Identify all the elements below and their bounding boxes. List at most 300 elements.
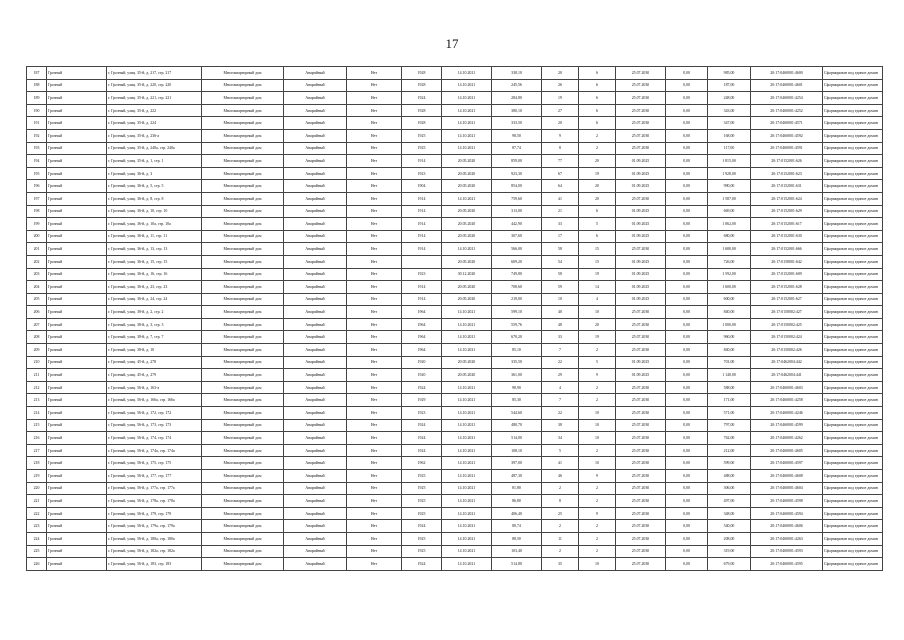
recognition-date-cell: 14.10.2021 (442, 470, 492, 483)
city-cell: Грозный (47, 507, 107, 520)
building-type-cell: Многоквартирный дом (202, 356, 284, 369)
building-type-cell: Многоквартирный дом (202, 444, 284, 457)
relocation-date-cell: 01.09.2025 (616, 180, 666, 193)
recognition-date-cell: 14.10.2021 (442, 545, 492, 558)
recognition-date-cell: 14.10.2021 (442, 104, 492, 117)
address-cell: г. Грозный, улиц. 35-й, д. 221, стр. 221 (107, 92, 202, 105)
condition-cell: Аварийный (284, 142, 347, 155)
land-area-cell: 319,00 (708, 545, 751, 558)
flag-cell: Нет (347, 129, 402, 142)
building-type-cell: Многоквартирный дом (202, 306, 284, 319)
row-number-cell: 195 (27, 167, 47, 180)
amount-cell: 0,00 (666, 369, 708, 382)
city-cell: Грозный (47, 495, 107, 508)
condition-cell: Аварийный (284, 243, 347, 256)
land-area-cell: 985,00 (708, 67, 751, 80)
area-cell: 333,50 (492, 117, 542, 130)
condition-cell: Аварийный (284, 218, 347, 231)
recognition-date-cell: 20.05.2020 (442, 230, 492, 243)
residents-cell: 4 (542, 381, 579, 394)
land-area-cell: 599,00 (708, 457, 751, 470)
cadastral-number-cell: 20:17:0152001:631 (751, 180, 823, 193)
note-cell: Сформирован под единое домин (823, 369, 883, 382)
cadastral-number-cell: 20:17:0460001:4603 (751, 381, 823, 394)
city-cell: Грозный (47, 192, 107, 205)
residents-cell: 2 (542, 482, 579, 495)
table-row (27, 344, 883, 357)
flag-cell: Нет (347, 520, 402, 533)
condition-cell: Аварийный (284, 495, 347, 508)
recognition-date-cell: 14.10.2021 (442, 407, 492, 420)
address-cell: г. Грозный, улиц. 36-й, д. 16, стр. 16 (107, 268, 202, 281)
relocation-date-cell: 25.07.2030 (616, 558, 666, 571)
area-cell: 599,10 (492, 306, 542, 319)
note-cell: Сформирован под единое домин (823, 495, 883, 508)
amount-cell: 0,00 (666, 318, 708, 331)
address-cell: г. Грозный, улиц. 35-й, д. 236-а (107, 129, 202, 142)
relocation-date-cell: 25.07.2030 (616, 520, 666, 533)
address-cell: г. Грозный, улиц. 56-й, д. 182а, стр. 182а (107, 545, 202, 558)
relocation-date-cell: 01.09.2025 (616, 293, 666, 306)
area-cell: 406,40 (492, 507, 542, 520)
address-cell: г. Грозный, улиц. 36-й, д. 5, стр. 5 (107, 180, 202, 193)
area-cell: 480,70 (492, 419, 542, 432)
relocation-date-cell: 01.09.2025 (616, 167, 666, 180)
year-cell: 1924 (402, 432, 442, 445)
year-cell: 1914 (402, 155, 442, 168)
table-row (27, 558, 883, 571)
year-cell: 1925 (402, 507, 442, 520)
recognition-date-cell: 14.10.2021 (442, 444, 492, 457)
city-cell: Грозный (47, 79, 107, 92)
housing-register-table (26, 66, 883, 571)
cadastral-number-cell: 20:17:0460001:4254 (751, 92, 823, 105)
relocation-date-cell: 25.07.2030 (616, 92, 666, 105)
cadastral-number-cell: 20:17:0152001:628 (751, 281, 823, 294)
address-cell: г. Грозный, улиц. 56-й, д. 179, стр. 179 (107, 507, 202, 520)
condition-cell: Аварийный (284, 318, 347, 331)
year-cell: 1929 (402, 394, 442, 407)
row-number-cell: 200 (27, 230, 47, 243)
note-cell: Сформирован под единое домин (823, 407, 883, 420)
table-row (27, 318, 883, 331)
apartments-cell: 10 (579, 407, 616, 420)
apartments-cell: 2 (579, 545, 616, 558)
building-type-cell: Многоквартирный дом (202, 419, 284, 432)
cadastral-number-cell: 20:17:0460001:4608 (751, 470, 823, 483)
recognition-date-cell: 20.05.2020 (442, 180, 492, 193)
city-cell: Грозный (47, 381, 107, 394)
table-row (27, 457, 883, 470)
land-area-cell: 117,00 (708, 142, 751, 155)
area-cell: 759,60 (492, 192, 542, 205)
amount-cell: 0,00 (666, 532, 708, 545)
area-cell: 219,00 (492, 293, 542, 306)
table-row (27, 129, 883, 142)
city-cell: Грозный (47, 432, 107, 445)
land-area-cell: 347,00 (708, 117, 751, 130)
year-cell: 1925 (402, 470, 442, 483)
area-cell: 380,10 (492, 104, 542, 117)
building-type-cell: Многоквартирный дом (202, 470, 284, 483)
flag-cell: Нет (347, 545, 402, 558)
residents-cell: 29 (542, 369, 579, 382)
relocation-date-cell: 01.09.2025 (616, 356, 666, 369)
cadastral-number-cell: 20:17:0158001:642 (751, 255, 823, 268)
city-cell: Грозный (47, 532, 107, 545)
relocation-date-cell: 01.09.2025 (616, 369, 666, 382)
area-cell: 544,60 (492, 407, 542, 420)
area-cell: 88,50 (492, 532, 542, 545)
relocation-date-cell: 25.07.2030 (616, 507, 666, 520)
amount-cell: 0,00 (666, 180, 708, 193)
building-type-cell: Многоквартирный дом (202, 457, 284, 470)
building-type-cell: Многоквартирный дом (202, 407, 284, 420)
area-cell: 487,30 (492, 470, 542, 483)
apartments-cell: 9 (579, 369, 616, 382)
address-cell: г. Грозный, улиц. 35-й, д. 240а, стр. 240а (107, 142, 202, 155)
city-cell: Грозный (47, 268, 107, 281)
address-cell: г. Грозный, улиц. 56-й, д. 179а, стр. 179а (107, 520, 202, 533)
condition-cell: Аварийный (284, 457, 347, 470)
row-number-cell: 192 (27, 129, 47, 142)
amount-cell: 0,00 (666, 167, 708, 180)
address-cell: г. Грозный, улиц. 36-й, д. 23, стр. 23 (107, 281, 202, 294)
relocation-date-cell: 25.07.2030 (616, 79, 666, 92)
address-cell: г. Грозный, улиц. 56-й, д. 172, стр. 172 (107, 407, 202, 420)
table-row (27, 104, 883, 117)
relocation-date-cell: 25.07.2030 (616, 142, 666, 155)
apartments-cell: 10 (579, 419, 616, 432)
building-type-cell: Многоквартирный дом (202, 243, 284, 256)
row-number-cell: 189 (27, 92, 47, 105)
city-cell: Грозный (47, 356, 107, 369)
area-cell: 87,74 (492, 142, 542, 155)
row-number-cell: 217 (27, 444, 47, 457)
row-number-cell: 193 (27, 142, 47, 155)
land-area-cell: 571,00 (708, 407, 751, 420)
relocation-date-cell: 25.07.2030 (616, 104, 666, 117)
year-cell: 1925 (402, 129, 442, 142)
residents-cell: 35 (542, 558, 579, 571)
flag-cell: Нет (347, 293, 402, 306)
year-cell: 1964 (402, 331, 442, 344)
area-cell: 609,20 (492, 255, 542, 268)
residents-cell: 33 (542, 331, 579, 344)
land-area-cell: 588,00 (708, 381, 751, 394)
residents-cell: 7 (542, 344, 579, 357)
residents-cell: 19 (542, 92, 579, 105)
apartments-cell: 19 (579, 167, 616, 180)
recognition-date-cell: 14.10.2021 (442, 243, 492, 256)
city-cell: Грозный (47, 281, 107, 294)
residents-cell: 26 (542, 79, 579, 92)
recognition-date-cell: 14.10.2021 (442, 318, 492, 331)
residents-cell: 41 (542, 192, 579, 205)
cadastral-number-cell: 20:17:0152001:626 (751, 155, 823, 168)
cadastral-number-cell: 20:17:0460001:4604 (751, 482, 823, 495)
amount-cell: 0,00 (666, 545, 708, 558)
building-type-cell: Многоквартирный дом (202, 67, 284, 80)
apartments-cell: 14 (579, 281, 616, 294)
condition-cell: Аварийный (284, 306, 347, 319)
flag-cell: Нет (347, 281, 402, 294)
land-area-cell: 497,00 (708, 495, 751, 508)
building-type-cell: Многоквартирный дом (202, 142, 284, 155)
relocation-date-cell: 25.07.2030 (616, 470, 666, 483)
apartments-cell: 2 (579, 394, 616, 407)
apartments-cell: 20 (579, 155, 616, 168)
building-type-cell: Многоквартирный дом (202, 495, 284, 508)
recognition-date-cell: 14.10.2021 (442, 482, 492, 495)
table-row (27, 281, 883, 294)
relocation-date-cell: 25.07.2030 (616, 344, 666, 357)
land-area-cell: 348,00 (708, 507, 751, 520)
condition-cell: Аварийный (284, 129, 347, 142)
building-type-cell: Многоквартирный дом (202, 482, 284, 495)
table-row (27, 142, 883, 155)
apartments-cell: 10 (579, 306, 616, 319)
land-area-cell: 187,00 (708, 79, 751, 92)
amount-cell: 0,00 (666, 407, 708, 420)
residents-cell: 2 (542, 520, 579, 533)
apartments-cell: 6 (579, 104, 616, 117)
address-cell: г. Грозный, улиц. 36-й, д. 10, стр. 10 (107, 205, 202, 218)
residents-cell: 8 (542, 495, 579, 508)
year-cell: 1964 (402, 318, 442, 331)
note-cell: Сформирован под единое домин (823, 444, 883, 457)
year-cell: 1914 (402, 205, 442, 218)
relocation-date-cell: 25.07.2030 (616, 318, 666, 331)
recognition-date-cell: 14.10.2021 (442, 520, 492, 533)
area-cell: 708,60 (492, 281, 542, 294)
amount-cell: 0,00 (666, 457, 708, 470)
apartments-cell: 6 (579, 67, 616, 80)
condition-cell: Аварийный (284, 192, 347, 205)
table-row (27, 192, 883, 205)
amount-cell: 0,00 (666, 520, 708, 533)
address-cell: г. Грозный, улиц. 35-й, д. 1, стр. 1 (107, 155, 202, 168)
address-cell: г. Грозный, улиц. 38-й, д. 10 (107, 344, 202, 357)
building-type-cell: Многоквартирный дом (202, 318, 284, 331)
city-cell: Грозный (47, 104, 107, 117)
note-cell: Сформирован под единое домин (823, 507, 883, 520)
table-row (27, 117, 883, 130)
building-type-cell: Многоквартирный дом (202, 92, 284, 105)
recognition-date-cell: 20.05.2020 (442, 369, 492, 382)
apartments-cell: 10 (579, 558, 616, 571)
row-number-cell: 222 (27, 507, 47, 520)
building-type-cell: Многоквартирный дом (202, 344, 284, 357)
table-row (27, 167, 883, 180)
recognition-date-cell: 14.10.2021 (442, 192, 492, 205)
recognition-date-cell: 20.05.2020 (442, 155, 492, 168)
area-cell: 514,00 (492, 432, 542, 445)
row-number-cell: 203 (27, 268, 47, 281)
condition-cell: Аварийный (284, 104, 347, 117)
flag-cell: Нет (347, 243, 402, 256)
address-cell: г. Грозный, улиц. 56-й, д. 183, стр. 183 (107, 558, 202, 571)
land-area-cell: 726,00 (708, 255, 751, 268)
row-number-cell: 207 (27, 318, 47, 331)
recognition-date-cell: 14.10.2021 (442, 306, 492, 319)
flag-cell: Нет (347, 356, 402, 369)
city-cell: Грозный (47, 318, 107, 331)
apartments-cell: 2 (579, 129, 616, 142)
relocation-date-cell: 25.07.2030 (616, 129, 666, 142)
residents-cell: 77 (542, 155, 579, 168)
address-cell: г. Грозный, улиц. 56-й, д. 175, стр. 175 (107, 457, 202, 470)
area-cell: 361,00 (492, 369, 542, 382)
land-area-cell: 679,00 (708, 558, 751, 571)
land-area-cell: 1 592,00 (708, 268, 751, 281)
year-cell: 1924 (402, 419, 442, 432)
year-cell: 1924 (402, 92, 442, 105)
apartments-cell: 15 (579, 243, 616, 256)
condition-cell: Аварийный (284, 444, 347, 457)
relocation-date-cell: 25.07.2030 (616, 243, 666, 256)
note-cell: Сформирован под единое домин (823, 432, 883, 445)
land-area-cell: 1 680,00 (708, 243, 751, 256)
residents-cell: 41 (542, 457, 579, 470)
cadastral-number-cell: 20:17:0460001:4598 (751, 495, 823, 508)
row-number-cell: 202 (27, 255, 47, 268)
year-cell: 1914 (402, 293, 442, 306)
recognition-date-cell: 14.10.2021 (442, 457, 492, 470)
building-type-cell: Многоквартирный дом (202, 281, 284, 294)
address-cell: г. Грозный, улиц. 35-й, д. 217, стр. 217 (107, 67, 202, 80)
recognition-date-cell: 20.05.2020 (442, 255, 492, 268)
row-number-cell: 211 (27, 369, 47, 382)
building-type-cell: Многоквартирный дом (202, 331, 284, 344)
area-cell: 81,80 (492, 482, 542, 495)
note-cell: Сформирован под единое домин (823, 520, 883, 533)
condition-cell: Аварийный (284, 205, 347, 218)
note-cell: Сформирован под единое домин (823, 331, 883, 344)
building-type-cell: Многоквартирный дом (202, 129, 284, 142)
table-row (27, 230, 883, 243)
building-type-cell: Многоквартирный дом (202, 230, 284, 243)
amount-cell: 0,00 (666, 117, 708, 130)
residents-cell: 38 (542, 419, 579, 432)
recognition-date-cell: 20.05.2020 (442, 218, 492, 231)
recognition-date-cell: 20.05.2020 (442, 205, 492, 218)
table-row (27, 331, 883, 344)
address-cell: г. Грозный, улиц. 36-й, д. 24, стр. 24 (107, 293, 202, 306)
address-cell: г. Грозный, улиц. 38-й, д. 7, стр. 7 (107, 331, 202, 344)
relocation-date-cell: 01.09.2025 (616, 281, 666, 294)
amount-cell: 0,00 (666, 344, 708, 357)
condition-cell: Аварийный (284, 281, 347, 294)
note-cell: Сформирован под единое домин (823, 243, 883, 256)
note-cell: Сформирован под единое домин (823, 344, 883, 357)
recognition-date-cell: 14.10.2021 (442, 117, 492, 130)
recognition-date-cell: 14.10.2021 (442, 495, 492, 508)
note-cell: Сформирован под единое домин (823, 558, 883, 571)
address-cell: г. Грозный, улиц. 36-й, д. 3 (107, 167, 202, 180)
amount-cell: 0,00 (666, 306, 708, 319)
residents-cell: 9 (542, 129, 579, 142)
city-cell: Грозный (47, 482, 107, 495)
building-type-cell: Многоквартирный дом (202, 381, 284, 394)
city-cell: Грозный (47, 306, 107, 319)
area-cell: 338,10 (492, 67, 542, 80)
area-cell: 245,56 (492, 79, 542, 92)
city-cell: Грозный (47, 545, 107, 558)
table-row (27, 470, 883, 483)
city-cell: Грозный (47, 67, 107, 80)
apartments-cell: 6 (579, 117, 616, 130)
amount-cell: 0,00 (666, 444, 708, 457)
address-cell: г. Грозный, улиц. 45-й, д. 278 (107, 356, 202, 369)
cadastral-number-cell: 20:17:0152001:609 (751, 268, 823, 281)
residents-cell: 54 (542, 255, 579, 268)
amount-cell: 0,00 (666, 67, 708, 80)
year-cell: 1925 (402, 532, 442, 545)
note-cell: Сформирован под единое домин (823, 293, 883, 306)
amount-cell: 0,00 (666, 470, 708, 483)
address-cell: г. Грозный, улиц. 35-й, д. 222 (107, 104, 202, 117)
amount-cell: 0,00 (666, 92, 708, 105)
residents-cell: 59 (542, 281, 579, 294)
relocation-date-cell: 25.07.2030 (616, 482, 666, 495)
note-cell: Сформирован под единое домин (823, 67, 883, 80)
address-cell: г. Грозный, улиц. 56-й, д. 178а, стр. 178а (107, 495, 202, 508)
flag-cell: Нет (347, 104, 402, 117)
area-cell: 80,74 (492, 520, 542, 533)
amount-cell: 0,00 (666, 381, 708, 394)
cadastral-number-cell: 20:17:0152001:627 (751, 293, 823, 306)
flag-cell: Нет (347, 432, 402, 445)
cadastral-number-cell: 20:17:0462004:441 (751, 369, 823, 382)
land-area-cell: 208,00 (708, 532, 751, 545)
flag-cell: Нет (347, 482, 402, 495)
table-row (27, 482, 883, 495)
year-cell: 1914 (402, 218, 442, 231)
building-type-cell: Многоквартирный дом (202, 79, 284, 92)
apartments-cell: 19 (579, 268, 616, 281)
condition-cell: Аварийный (284, 167, 347, 180)
area-cell: 98,50 (492, 129, 542, 142)
year-cell: 1925 (402, 495, 442, 508)
residents-cell: 58 (542, 243, 579, 256)
area-cell: 670,20 (492, 331, 542, 344)
relocation-date-cell: 25.07.2030 (616, 381, 666, 394)
year-cell: 1925 (402, 142, 442, 155)
cadastral-number-cell: 20:17:0460001:4599 (751, 419, 823, 432)
flag-cell: Нет (347, 507, 402, 520)
building-type-cell: Многоквартирный дом (202, 167, 284, 180)
note-cell: Сформирован под единое домин (823, 268, 883, 281)
amount-cell: 0,00 (666, 192, 708, 205)
table-row (27, 268, 883, 281)
flag-cell: Нет (347, 495, 402, 508)
row-number-cell: 197 (27, 192, 47, 205)
apartments-cell: 2 (579, 532, 616, 545)
relocation-date-cell: 25.07.2030 (616, 117, 666, 130)
residents-cell: 34 (542, 432, 579, 445)
address-cell: г. Грозный, улиц. 56-й, д. 180а, стр. 180а (107, 532, 202, 545)
row-number-cell: 199 (27, 218, 47, 231)
address-cell: г. Грозный, улиц. 56-й, д. 166а, стр. 166а (107, 394, 202, 407)
cadastral-number-cell: 20:17:0460001:4591 (751, 142, 823, 155)
row-number-cell: 224 (27, 532, 47, 545)
row-number-cell: 214 (27, 407, 47, 420)
residents-cell: 17 (542, 230, 579, 243)
condition-cell: Аварийный (284, 394, 347, 407)
row-number-cell: 190 (27, 104, 47, 117)
table-row (27, 419, 883, 432)
